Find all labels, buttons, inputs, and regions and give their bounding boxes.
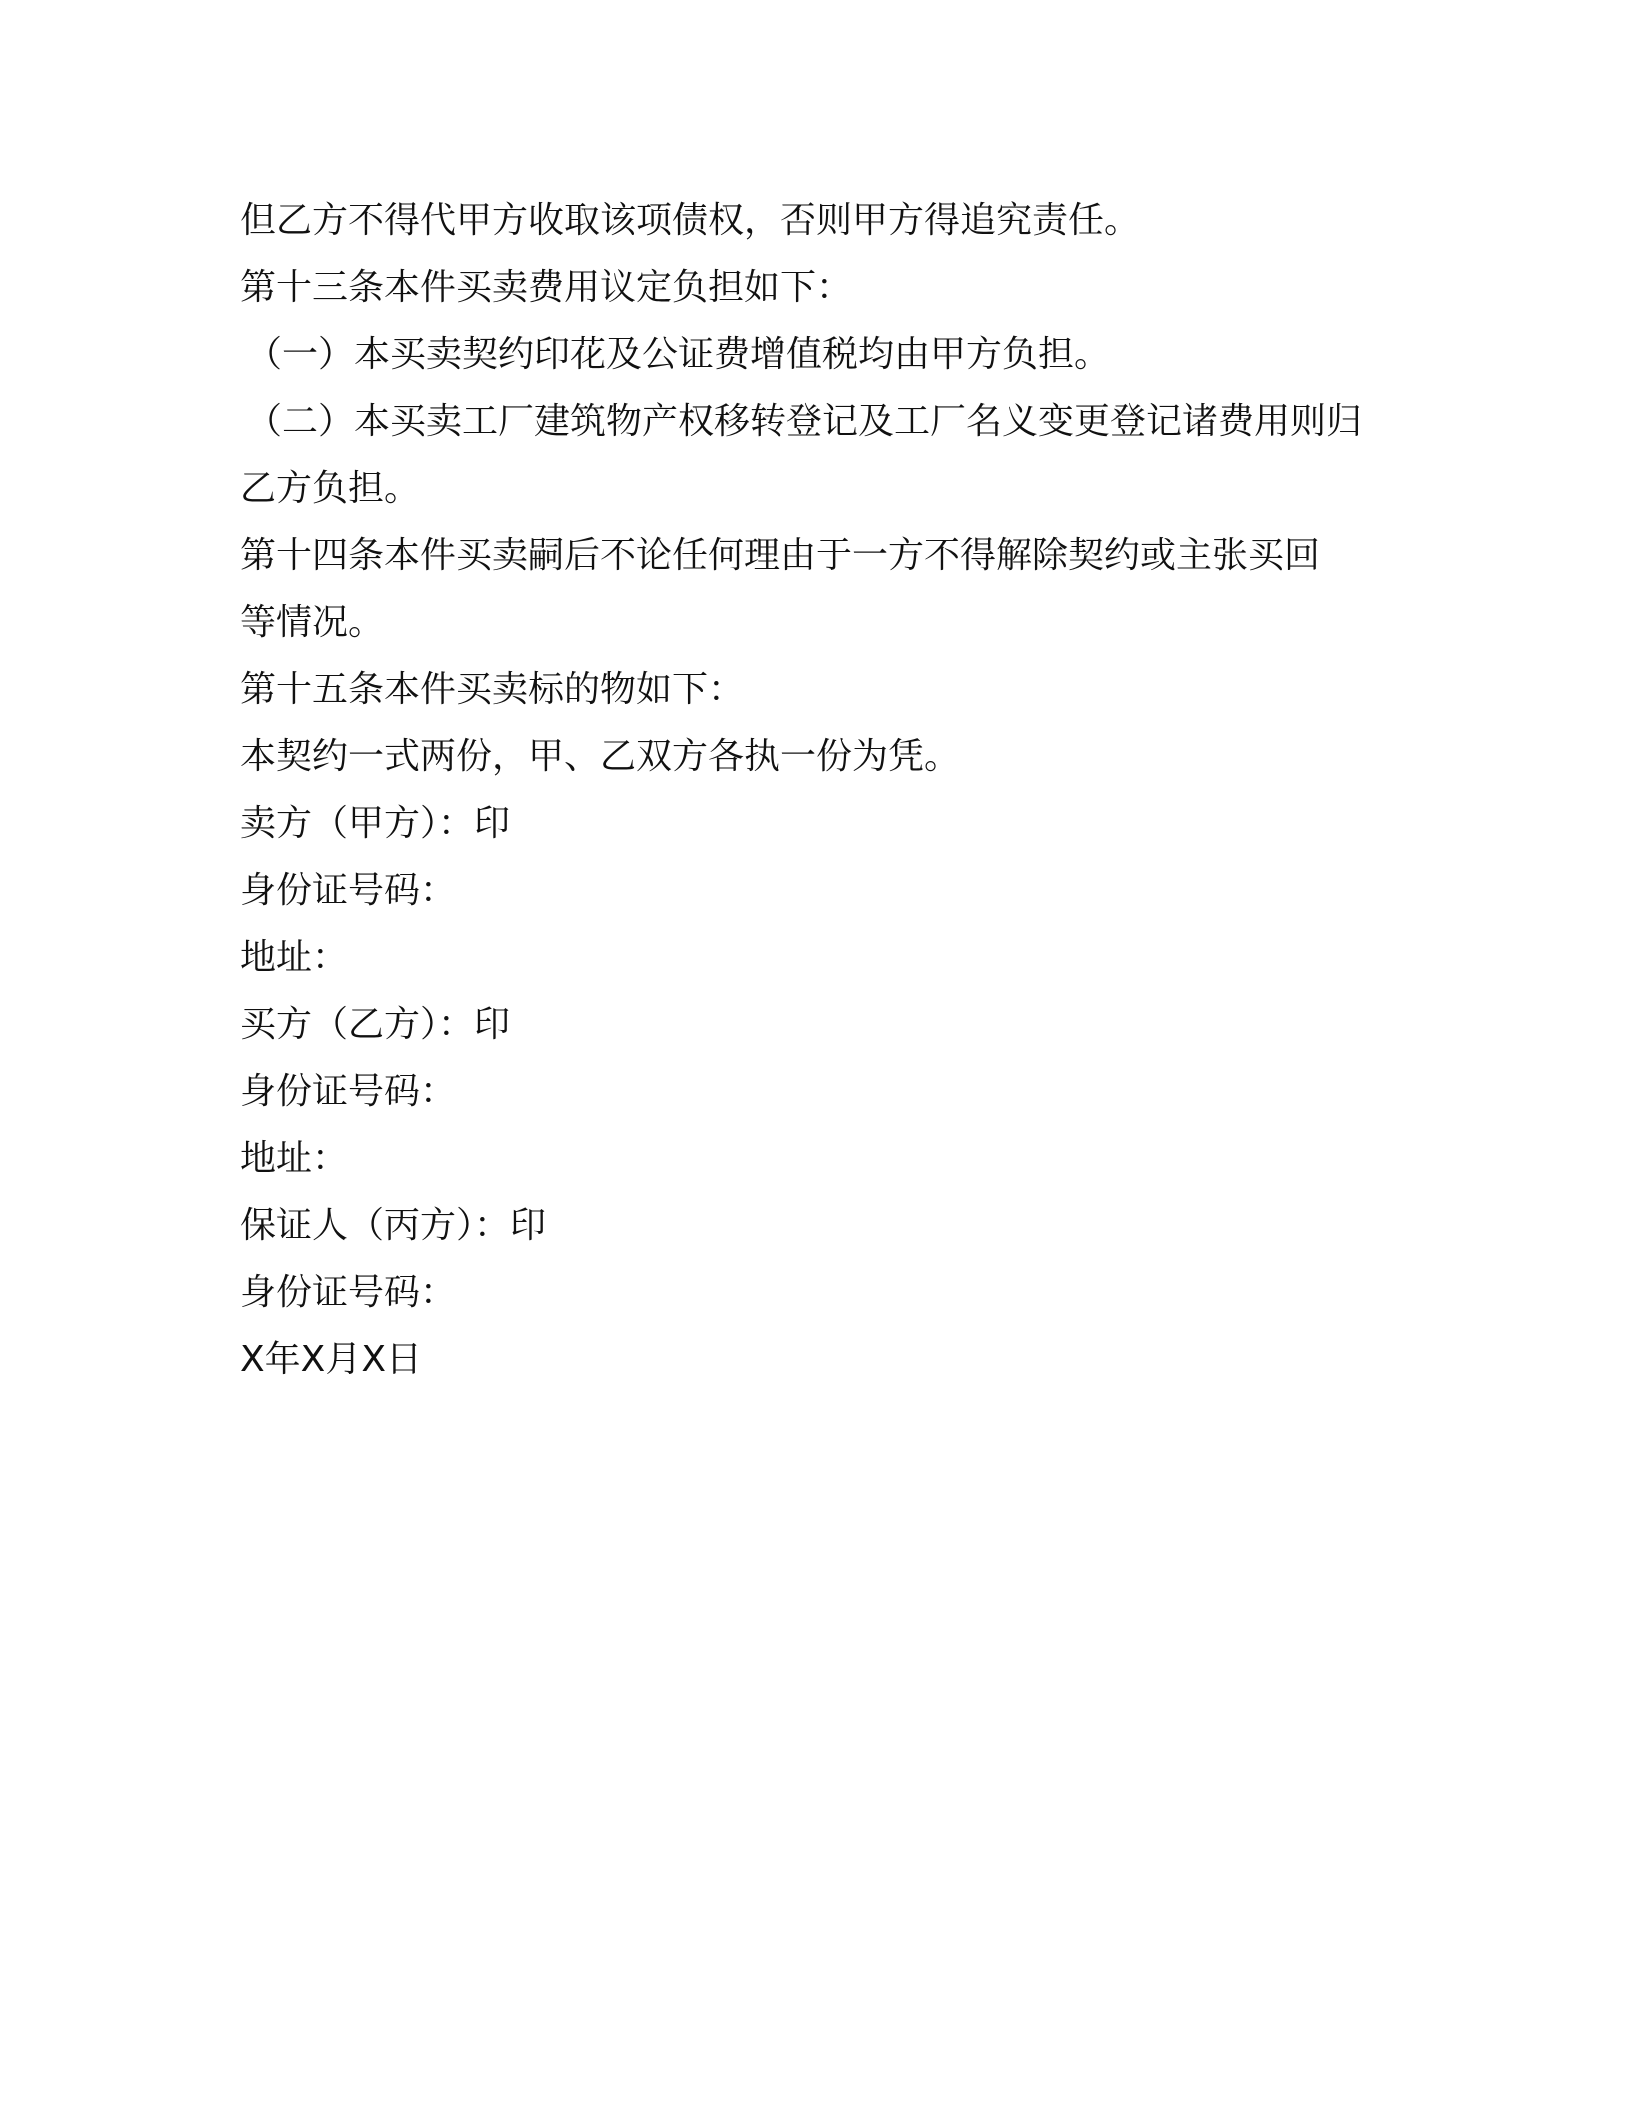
article-13-item-1: （一）本买卖契约印花及公证费增值税均由甲方负担。 xyxy=(246,334,1111,375)
guarantor-id-label: 身份证号码： xyxy=(240,1272,457,1313)
article-13-heading: 第十三条本件买卖费用议定负担如下： xyxy=(240,267,853,308)
buyer-address-label: 地址： xyxy=(240,1138,349,1179)
guarantor-signature-label: 保证人（丙方）：印 xyxy=(240,1205,547,1246)
buyer-id-label: 身份证号码： xyxy=(240,1071,457,1112)
document-body xyxy=(240,187,1400,1393)
article-13-item-2-continued: 乙方负担。 xyxy=(240,468,421,509)
article-15-heading: 第十五条本件买卖标的物如下： xyxy=(240,669,745,710)
date-line: X年X月X日 xyxy=(240,1339,422,1380)
article-14-text-continued: 等情况。 xyxy=(240,602,385,643)
buyer-signature-label: 买方（乙方）：印 xyxy=(240,1004,511,1045)
text-line-1: 但乙方不得代甲方收取该项债权，否则甲方得追究责任。 xyxy=(240,200,1141,241)
article-14-text: 第十四条本件买卖嗣后不论任何理由于一方不得解除契约或主张买回 xyxy=(240,535,1321,576)
seller-signature-label: 卖方（甲方）：印 xyxy=(240,803,511,844)
article-13-item-2: （二）本买卖工厂建筑物产权移转登记及工厂名义变更登记诸费用则归 xyxy=(246,401,1363,442)
seller-address-label: 地址： xyxy=(240,937,349,978)
seller-id-label: 身份证号码： xyxy=(240,870,457,911)
copies-statement: 本契约一式两份，甲、乙双方各执一份为凭。 xyxy=(240,736,961,777)
